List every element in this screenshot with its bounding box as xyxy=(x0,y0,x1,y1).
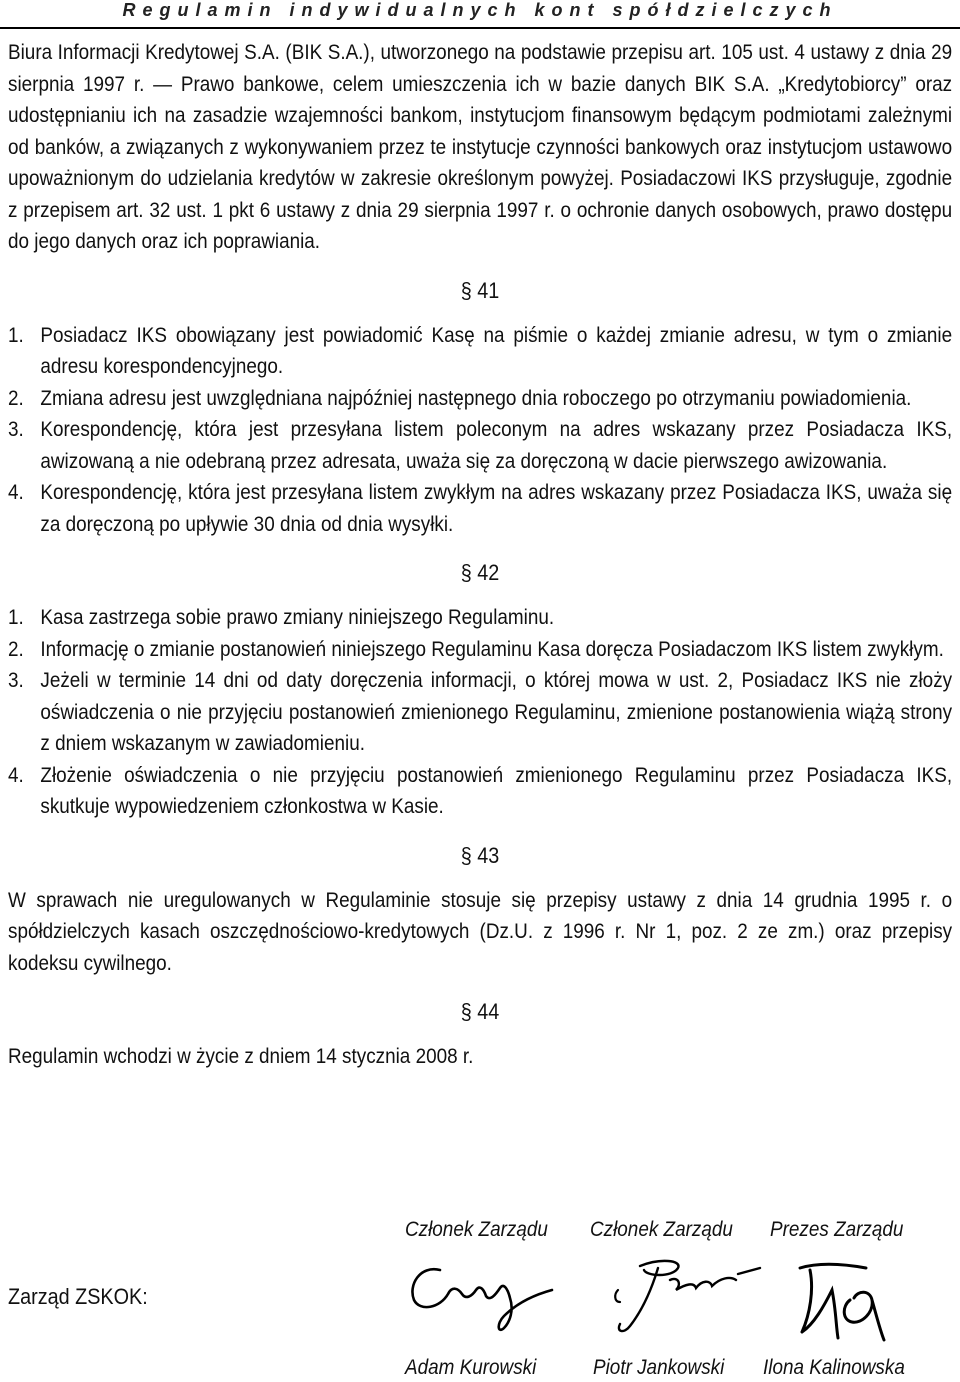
signature-block xyxy=(0,1180,960,1382)
document-body xyxy=(8,37,952,1073)
signer-role: Prezes Zarządu xyxy=(770,1218,904,1241)
list-item xyxy=(8,634,952,666)
signer-name: Ilona Kalinowska xyxy=(763,1356,905,1379)
item-text: Korespondencję, która jest przesyłana listem zwykłym na adres wskazany przez Posiadacza IKS, uważa się za doręczoną po upływie 30 dnia od dnia wysyłki. xyxy=(40,481,953,536)
item-number: 1. xyxy=(8,606,24,629)
item-text: Jeżeli w terminie 14 dni od daty doręczenia informacji, o której mowa w ust. 2, Posiadacz IKS nie złoży oświadczenia o nie przyjęciu postanowień zmienionego Regulaminu, zmienione postanowienia wiążą strony z dniem wskazanym w zawiadomieniu. xyxy=(40,669,953,755)
section-41-list xyxy=(8,320,952,541)
intro-paragraph: Biura Informacji Kredytowej S.A. (BIK S.A.), utworzonego na podstawie przepisu art. 105 ust. 4 ustawy z dnia 29 sierpnia 1997 r. — Prawo bankowe, celem umieszczenia ich w bazie danych BIK S.A. „Kredytobiorcy” oraz udostępnianiu ich na zasadzie wzajemności bankom, instytucjom finansowym będącym podmiotami zależnymi od banków, a związanych z wykonywaniem przez te instytucje czynności bankowych oraz instytucjom ustawowo upoważnionym do udzielania kredytów w zakresie określonym powyżej. Posiadaczowi IKS przysługuje, zgodnie z przepisem art. 32 ust. 1 pkt 6 ustawy z dnia 29 sierpnia 1997 r. o ochronie danych osobowych, prawo dostępu do jego danych oraz ich poprawiania. xyxy=(8,41,953,253)
list-item xyxy=(8,414,952,477)
running-header: Regulamin indywidualnych kont spółdzielczych xyxy=(122,0,838,20)
list-item xyxy=(8,602,952,634)
signature-2-graphic xyxy=(600,1250,770,1340)
item-text: Korespondencję, która jest przesyłana listem poleconym na adres wskazany przez Posiadacza IKS, awizowaną a nie odebraną przez adresata, uważa się za doręczoną w dacie pierwszego awizowania. xyxy=(40,418,953,473)
section-44-text: Regulamin wchodzi w życie z dniem 14 stycznia 2008 r. xyxy=(8,1045,474,1068)
signer-role: Członek Zarządu xyxy=(590,1218,733,1241)
item-text: Posiadacz IKS obowiązany jest powiadomić Kasę na piśmie o każdej zmianie adresu, w tym o zmianie adresu korespondencyjnego. xyxy=(40,323,953,378)
section-42-heading: § 42 xyxy=(460,560,500,585)
list-item xyxy=(8,320,952,383)
list-item xyxy=(8,665,952,760)
item-number: 3. xyxy=(8,418,24,441)
signer-name: Piotr Jankowski xyxy=(593,1356,725,1379)
signature-1-graphic xyxy=(400,1250,560,1340)
signer-role: Członek Zarządu xyxy=(405,1218,548,1241)
item-number: 3. xyxy=(8,669,24,692)
section-43-heading: § 43 xyxy=(460,842,500,868)
item-text: Informację o zmianie postanowień niniejszego Regulaminu Kasa doręcza Posiadaczom IKS listem zwykłym. xyxy=(40,637,944,661)
list-item xyxy=(8,383,952,415)
item-number: 4. xyxy=(8,763,24,787)
header-rule xyxy=(0,27,960,29)
signer-name: Adam Kurowski xyxy=(405,1356,537,1379)
section-42-list xyxy=(8,602,952,823)
board-label: Zarząd ZSKOK: xyxy=(8,1284,148,1309)
signature-3-graphic xyxy=(780,1250,900,1350)
item-number: 1. xyxy=(8,323,24,347)
section-44-heading: § 44 xyxy=(460,999,500,1024)
section-41-heading: § 41 xyxy=(460,277,500,303)
item-number: 4. xyxy=(8,481,24,504)
section-43-text: W sprawach nie uregulowanych w Regulaminie stosuje się przepisy ustawy z dnia 14 grudnia 1995 r. o spółdzielczych kasach oszczędnościowo-kredytowych (Dz.U. z 1996 r. Nr 1, poz. 2 ze zm.) oraz przepisy kodeksu cywilnego. xyxy=(8,888,953,975)
item-text: Zmiana adresu jest uwzględniana najpóźniej następnego dnia roboczego po otrzymaniu powiadomienia. xyxy=(40,386,912,410)
list-item xyxy=(8,760,952,823)
item-number: 2. xyxy=(8,637,24,661)
list-item xyxy=(8,477,952,540)
item-number: 2. xyxy=(8,386,24,410)
item-text: Złożenie oświadczenia o nie przyjęciu postanowień zmienionego Regulaminu przez Posiadacza IKS, skutkuje wypowiedzeniem członkostwa w Kasie. xyxy=(40,763,953,818)
item-text: Kasa zastrzega sobie prawo zmiany niniejszego Regulaminu. xyxy=(40,606,555,629)
